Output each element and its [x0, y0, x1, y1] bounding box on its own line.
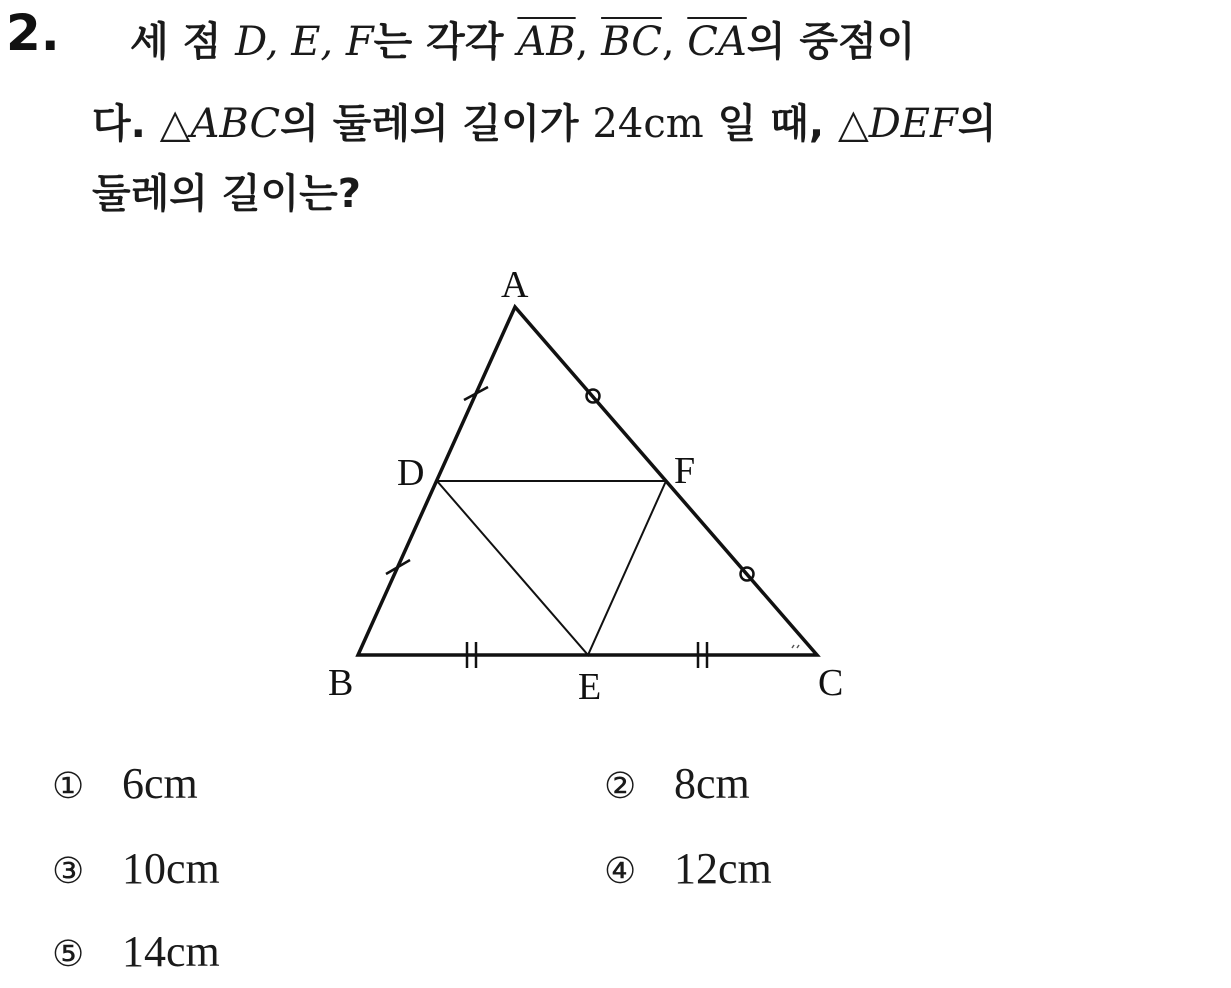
- choice-unit: cm: [166, 844, 220, 893]
- question-text: 의 둘레의 길이가: [280, 101, 593, 147]
- segment-ca: $\overline{CA}$: [687, 19, 747, 65]
- question-text: 일 때,: [703, 101, 838, 147]
- tick-mark-ad: [464, 387, 488, 400]
- question-line-1: [130, 19, 916, 65]
- separator: ,: [575, 19, 602, 65]
- choice-unit: cm: [144, 759, 198, 808]
- triangle-symbol: △: [837, 101, 869, 147]
- question-number: 2.: [6, 4, 60, 62]
- label-b: B: [328, 662, 354, 704]
- choice-5[interactable]: [52, 927, 220, 976]
- choice-1[interactable]: [52, 759, 198, 808]
- question-line-2: [92, 101, 997, 147]
- label-d: D: [397, 452, 425, 494]
- choice-marker: ⑤: [52, 934, 85, 974]
- label-f: F: [674, 450, 696, 492]
- choice-marker: ④: [604, 851, 637, 891]
- triangle-symbol: △: [159, 101, 191, 147]
- choice-unit: cm: [696, 759, 750, 808]
- choice-marker: ①: [52, 766, 85, 806]
- triangle-def: DEF: [868, 101, 958, 147]
- perimeter-value: 24: [592, 101, 644, 147]
- choice-marker: ③: [52, 851, 85, 891]
- choice-3[interactable]: [52, 844, 220, 893]
- label-c: C: [818, 662, 844, 704]
- question-line-3: 둘레의 길이는?: [92, 171, 361, 217]
- choice-unit: cm: [718, 844, 772, 893]
- choice-value: 14: [122, 927, 166, 976]
- label-e: E: [578, 666, 602, 708]
- question-text: 는 각각: [373, 19, 518, 65]
- segment-bc: $\overline{BC}$: [601, 19, 662, 65]
- label-a: A: [501, 264, 529, 306]
- unit: cm: [643, 101, 704, 147]
- choice-unit: cm: [166, 927, 220, 976]
- triangle-def-shape: [437, 481, 666, 655]
- question-text: 의: [957, 101, 997, 147]
- separator: ,: [661, 19, 688, 65]
- choice-value: 6: [122, 759, 144, 808]
- choice-value: 8: [674, 759, 696, 808]
- choice-marker: ②: [604, 766, 637, 806]
- choice-4[interactable]: [604, 844, 772, 893]
- question-text: 세 점: [130, 19, 236, 65]
- choice-2[interactable]: [604, 759, 750, 808]
- choice-value: 12: [674, 844, 718, 893]
- choice-value: 10: [122, 844, 166, 893]
- angle-mark-c: [792, 645, 799, 648]
- question-text: 다.: [92, 101, 160, 147]
- triangle-figure: [300, 255, 880, 715]
- segment-ab: $\overline{AB}$: [517, 19, 576, 65]
- triangle-abc: ABC: [190, 101, 281, 147]
- question-text: 의 중점이: [746, 19, 916, 65]
- midpoint-names: D, E, F: [235, 19, 374, 65]
